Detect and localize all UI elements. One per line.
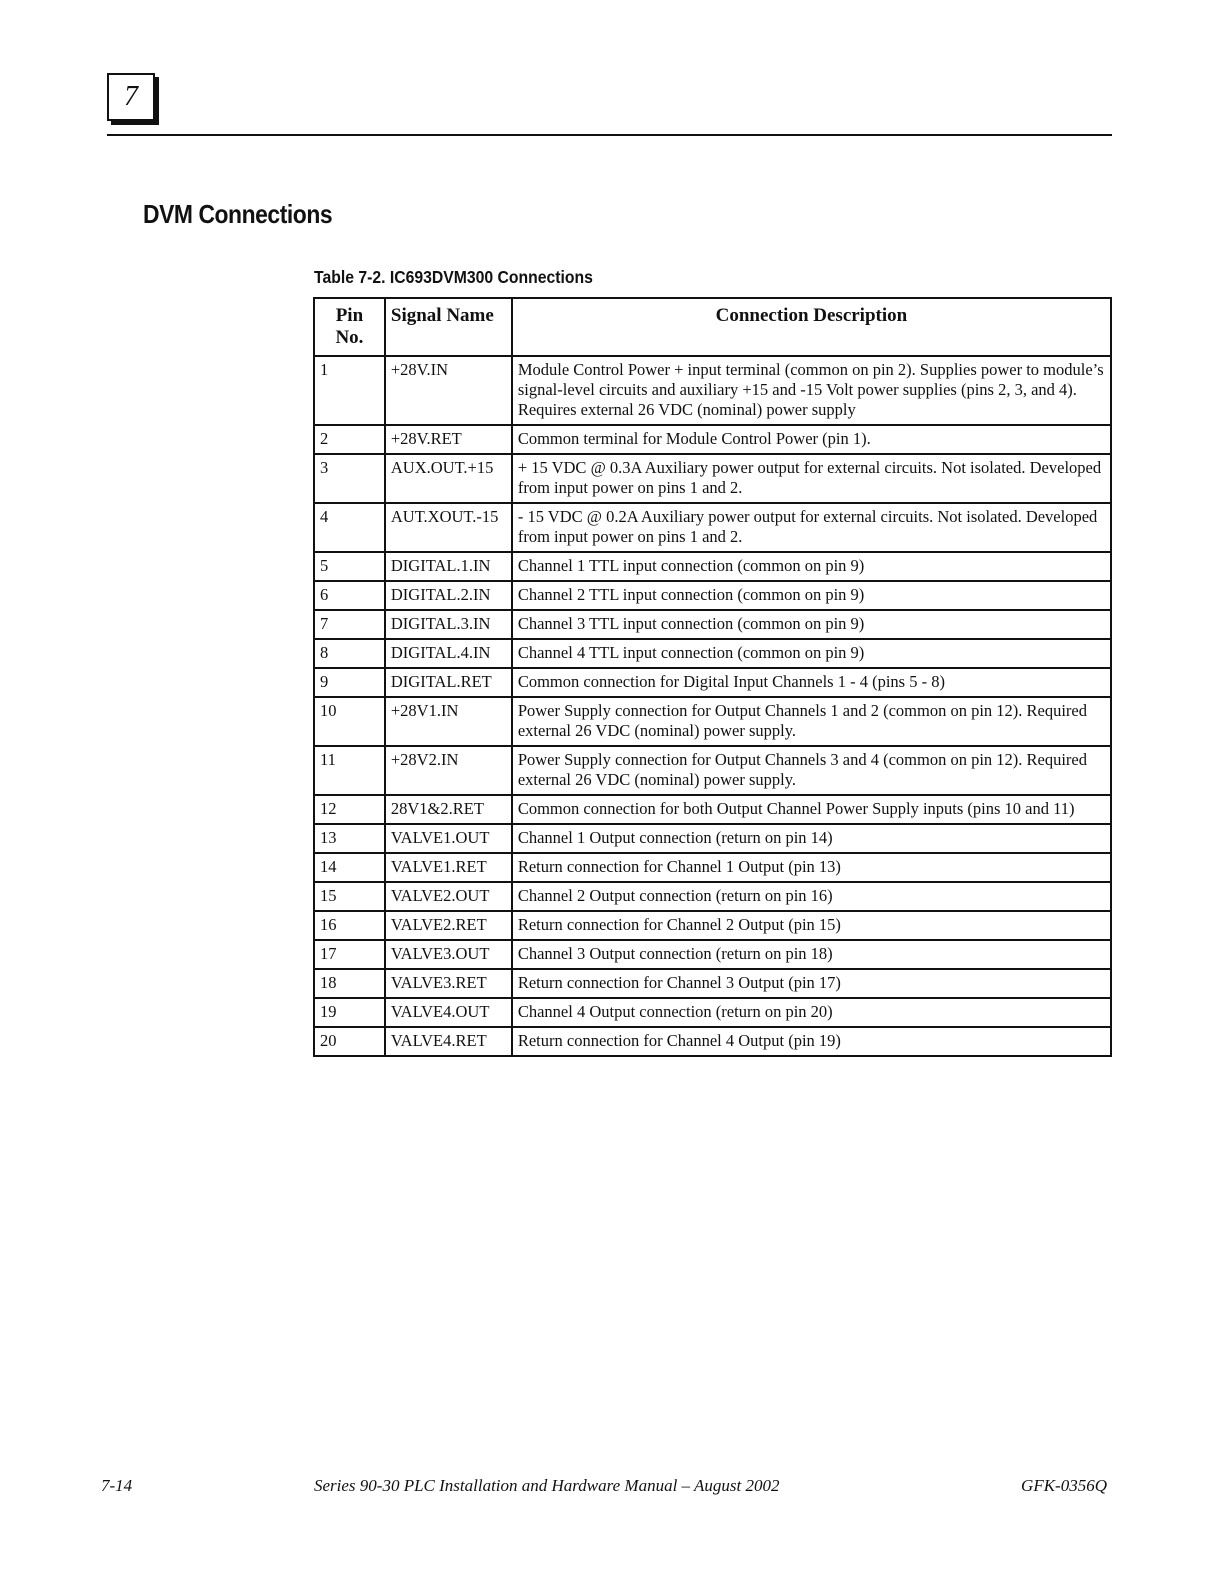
table-row: [314, 503, 1111, 552]
table-row: [314, 998, 1111, 1027]
table-header-row: [314, 298, 1111, 356]
cell-signal-name: 28V1&2.RET: [385, 795, 512, 824]
cell-signal-name: VALVE1.RET: [385, 853, 512, 882]
header-pin-no: Pin No.: [314, 298, 385, 356]
table-row: [314, 552, 1111, 581]
cell-description: Common terminal for Module Control Power (pin 1).: [512, 425, 1111, 454]
cell-pin: 10: [314, 697, 385, 746]
cell-signal-name: +28V1.IN: [385, 697, 512, 746]
cell-description: + 15 VDC @ 0.3A Auxiliary power output for external circuits. Not isolated. Developed from input power on pins 1 and 2.: [512, 454, 1111, 503]
cell-pin: 3: [314, 454, 385, 503]
cell-description: Channel 3 TTL input connection (common on pin 9): [512, 610, 1111, 639]
cell-signal-name: DIGITAL.RET: [385, 668, 512, 697]
cell-signal-name: VALVE4.OUT: [385, 998, 512, 1027]
table-row: [314, 824, 1111, 853]
cell-signal-name: DIGITAL.1.IN: [385, 552, 512, 581]
footer-doc-id: GFK-0356Q: [1021, 1476, 1107, 1495]
cell-pin: 4: [314, 503, 385, 552]
table-row: [314, 697, 1111, 746]
cell-description: Return connection for Channel 3 Output (pin 17): [512, 969, 1111, 998]
cell-signal-name: DIGITAL.4.IN: [385, 639, 512, 668]
cell-signal-name: +28V.RET: [385, 425, 512, 454]
footer-manual-title: Series 90-30 PLC Installation and Hardware Manual – August 2002: [314, 1476, 780, 1495]
cell-signal-name: VALVE3.RET: [385, 969, 512, 998]
footer-page-number: 7-14: [101, 1476, 133, 1495]
cell-signal-name: VALVE2.RET: [385, 911, 512, 940]
table-row: [314, 639, 1111, 668]
table-row: [314, 425, 1111, 454]
cell-pin: 19: [314, 998, 385, 1027]
cell-pin: 20: [314, 1027, 385, 1056]
cell-pin: 13: [314, 824, 385, 853]
cell-signal-name: AUT.XOUT.-15: [385, 503, 512, 552]
cell-description: Channel 1 Output connection (return on pin 14): [512, 824, 1111, 853]
cell-pin: 5: [314, 552, 385, 581]
table-row: [314, 795, 1111, 824]
cell-pin: 2: [314, 425, 385, 454]
cell-pin: 14: [314, 853, 385, 882]
cell-description: Power Supply connection for Output Channels 3 and 4 (common on pin 12). Required external 26 VDC (nominal) power supply.: [512, 746, 1111, 795]
cell-description: Channel 2 TTL input connection (common on pin 9): [512, 581, 1111, 610]
cell-description: Module Control Power + input terminal (common on pin 2). Supplies power to module’s signal-level circuits and auxiliary +15 and -15 Volt power supplies (pins 2, 3, and 4). Requires external 26 VDC (nominal) power supply: [512, 356, 1111, 425]
table-row: [314, 454, 1111, 503]
cell-pin: 1: [314, 356, 385, 425]
header-signal-name: Signal Name: [385, 298, 512, 356]
cell-description: Channel 4 Output connection (return on pin 20): [512, 998, 1111, 1027]
table-row: [314, 581, 1111, 610]
cell-description: Channel 3 Output connection (return on pin 18): [512, 940, 1111, 969]
cell-description: Channel 2 Output connection (return on pin 16): [512, 882, 1111, 911]
table-row: [314, 610, 1111, 639]
table-row: [314, 911, 1111, 940]
cell-pin: 17: [314, 940, 385, 969]
table-row: [314, 1027, 1111, 1056]
cell-description: Return connection for Channel 4 Output (pin 19): [512, 1027, 1111, 1056]
cell-description: Common connection for Digital Input Channels 1 - 4 (pins 5 - 8): [512, 668, 1111, 697]
cell-signal-name: VALVE3.OUT: [385, 940, 512, 969]
cell-pin: 16: [314, 911, 385, 940]
cell-signal-name: AUX.OUT.+15: [385, 454, 512, 503]
cell-pin: 9: [314, 668, 385, 697]
cell-description: Channel 1 TTL input connection (common on pin 9): [512, 552, 1111, 581]
cell-description: Return connection for Channel 1 Output (pin 13): [512, 853, 1111, 882]
cell-description: Return connection for Channel 2 Output (pin 15): [512, 911, 1111, 940]
connections-table: [313, 297, 1112, 1057]
cell-pin: 15: [314, 882, 385, 911]
cell-description: Power Supply connection for Output Channels 1 and 2 (common on pin 12). Required external 26 VDC (nominal) power supply.: [512, 697, 1111, 746]
section-title: DVM Connections: [143, 199, 333, 229]
cell-signal-name: DIGITAL.3.IN: [385, 610, 512, 639]
cell-pin: 12: [314, 795, 385, 824]
header-connection-description: Connection Description: [512, 298, 1111, 356]
cell-pin: 7: [314, 610, 385, 639]
cell-description: Common connection for both Output Channel Power Supply inputs (pins 10 and 11): [512, 795, 1111, 824]
cell-pin: 8: [314, 639, 385, 668]
chapter-number-tab: [107, 73, 155, 121]
cell-signal-name: VALVE1.OUT: [385, 824, 512, 853]
cell-description: Channel 4 TTL input connection (common on pin 9): [512, 639, 1111, 668]
table-body: [314, 356, 1111, 1056]
cell-pin: 11: [314, 746, 385, 795]
table-row: [314, 940, 1111, 969]
cell-signal-name: +28V.IN: [385, 356, 512, 425]
cell-signal-name: +28V2.IN: [385, 746, 512, 795]
cell-signal-name: DIGITAL.2.IN: [385, 581, 512, 610]
chapter-number: 7: [124, 81, 138, 112]
table-row: [314, 882, 1111, 911]
cell-signal-name: VALVE4.RET: [385, 1027, 512, 1056]
cell-signal-name: VALVE2.OUT: [385, 882, 512, 911]
table-row: [314, 969, 1111, 998]
table-caption: Table 7-2. IC693DVM300 Connections: [314, 267, 593, 287]
table-row: [314, 853, 1111, 882]
header-rule: [107, 134, 1112, 136]
cell-pin: 6: [314, 581, 385, 610]
cell-pin: 18: [314, 969, 385, 998]
table-row: [314, 356, 1111, 425]
cell-description: - 15 VDC @ 0.2A Auxiliary power output for external circuits. Not isolated. Developed from input power on pins 1 and 2.: [512, 503, 1111, 552]
table-row: [314, 668, 1111, 697]
table-row: [314, 746, 1111, 795]
